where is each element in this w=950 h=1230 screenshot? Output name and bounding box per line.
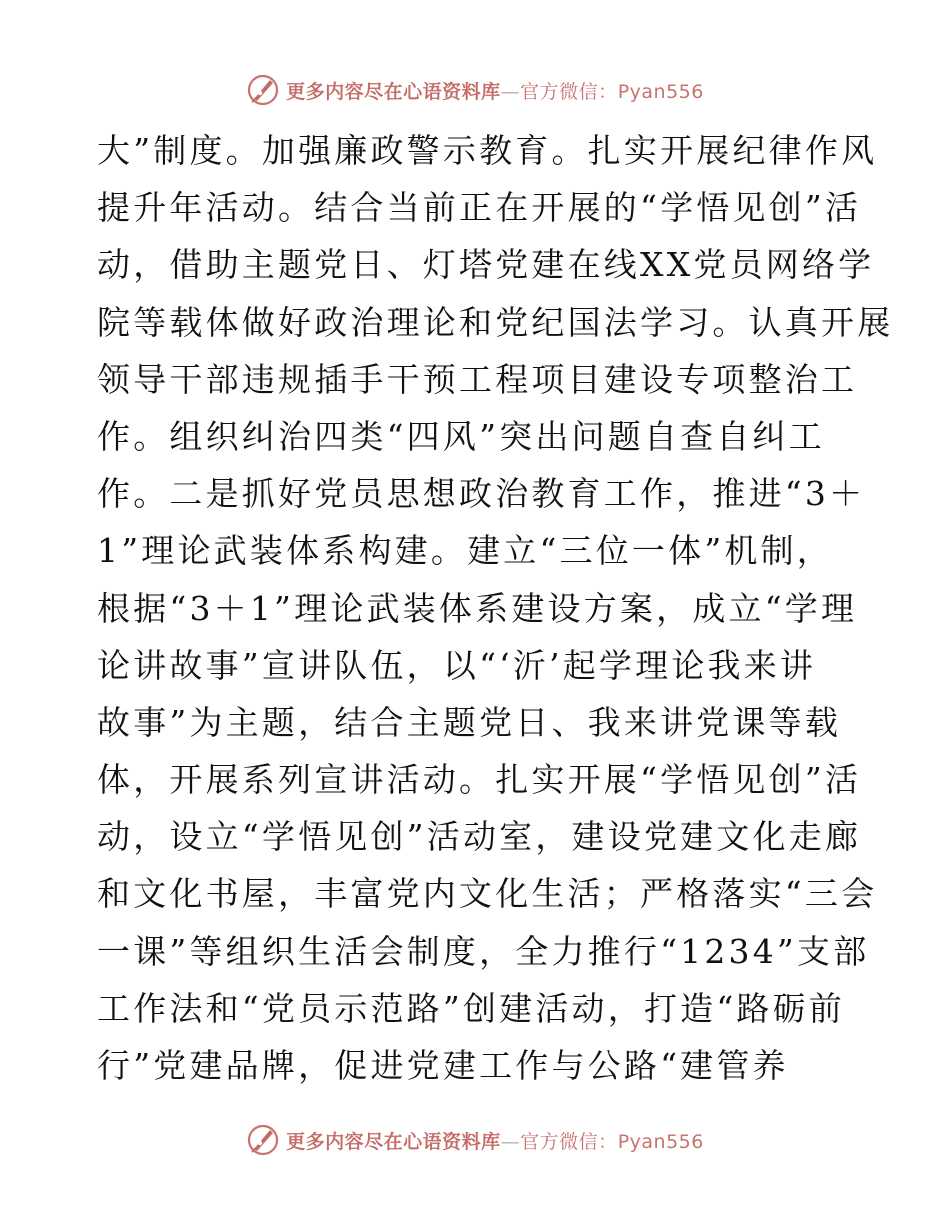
text-line: 和文化书屋，丰富党内文化生活；严格落实“三会	[97, 874, 878, 914]
text-line: 故事”为主题，结合主题党日、我来讲党课等载	[97, 702, 842, 742]
watermark-text: 更多内容尽在心语资料库—官方微信：Pyan556	[286, 80, 704, 103]
text-line: 一课”等组织生活会制度，全力推行“1234”支部	[97, 931, 870, 971]
document-body	[97, 122, 894, 1094]
text-line: 动，设立“学悟见创”活动室，建设党建文化走廊	[97, 817, 862, 857]
watermark-text: 更多内容尽在心语资料库—官方微信：Pyan556	[286, 1130, 704, 1153]
text-line: 论讲故事”宣讲队伍，以“‘沂’起学理论我来讲	[97, 645, 817, 685]
text-line: 动，借助主题党日、灯塔党建在线XX党员网络学	[97, 245, 875, 285]
text-line: 工作法和“党员示范路”创建活动，打造“路砺前	[97, 988, 846, 1028]
quill-logo-icon	[246, 73, 280, 107]
text-line: 大”制度。加强廉政警示教育。扎实开展纪律作风	[97, 131, 878, 170]
text-line: 作。二是抓好党员思想政治教育工作，推进“3＋	[97, 474, 866, 514]
header-watermark	[0, 72, 950, 108]
text-line: 领导干部违规插手干预工程项目建设专项整治工	[97, 359, 858, 399]
quill-logo-icon	[246, 1123, 280, 1157]
text-line: 提升年活动。结合当前正在开展的“学悟见创”活	[97, 188, 862, 228]
text-line: 根据“3＋1”理论武装体系建设方案，成立“学理	[97, 588, 858, 628]
text-line: 体，开展系列宣讲活动。扎实开展“学悟见创”活	[97, 760, 862, 800]
text-line: 1”理论武装体系构建。建立“三位一体”机制，	[97, 531, 834, 571]
text-line: 院等载体做好政治理论和党纪国法学习。认真开展	[97, 302, 894, 342]
text-line: 行”党建品牌，促进党建工作与公路“建管养	[97, 1046, 789, 1085]
footer-watermark	[0, 1122, 950, 1158]
text-line: 作。组织纠治四类“四风”突出问题自查自纠工	[97, 416, 825, 456]
